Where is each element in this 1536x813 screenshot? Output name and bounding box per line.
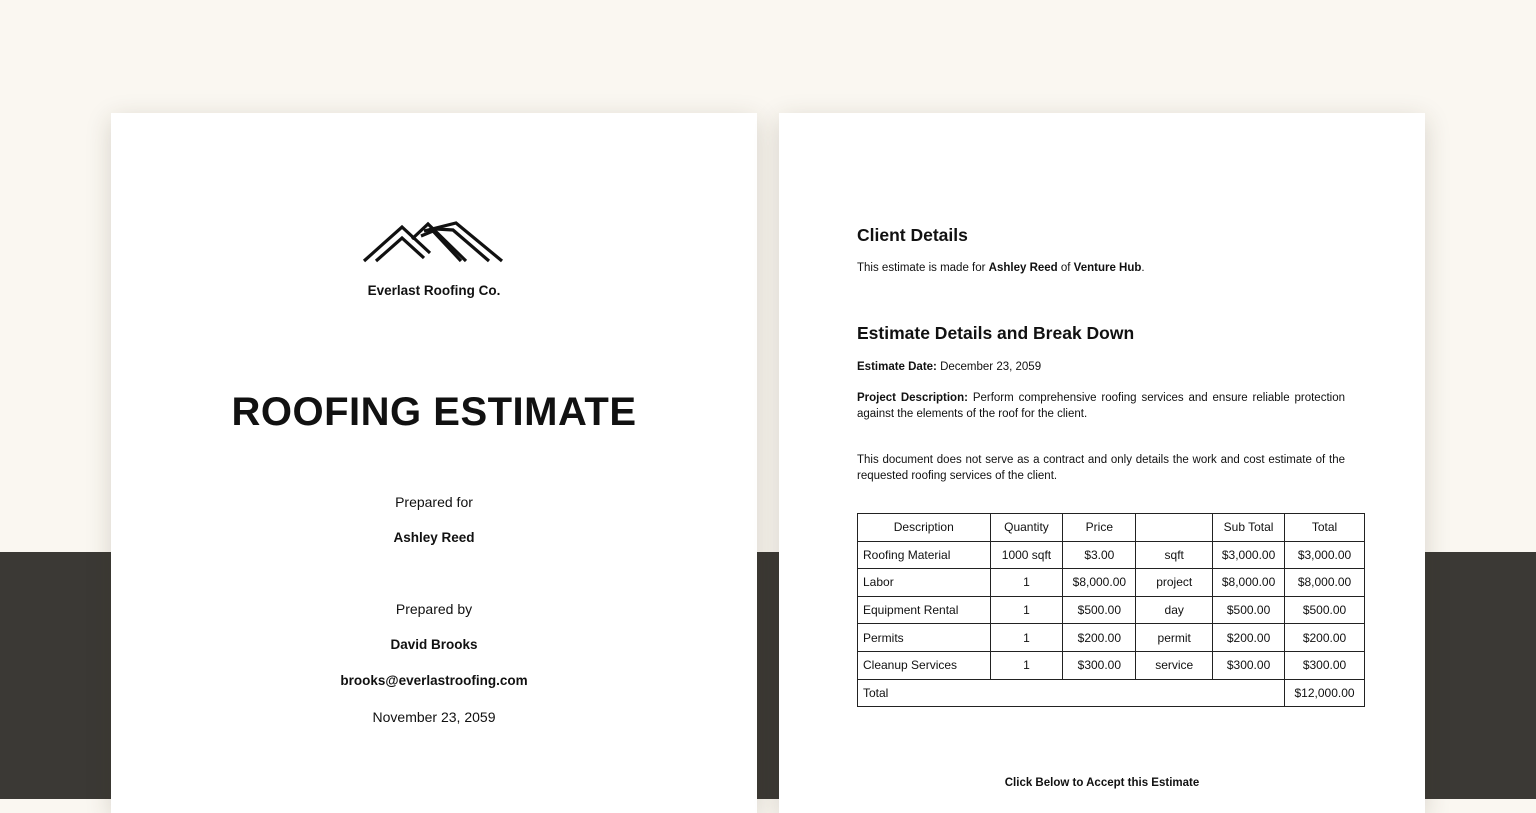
- prepared-by-label: Prepared by: [395, 601, 473, 617]
- cell-subtotal: $200.00: [1213, 624, 1285, 652]
- table-total-row: [858, 679, 1365, 707]
- cell-total: $3,000.00: [1285, 541, 1365, 569]
- mountain-roof-logo-icon: [361, 219, 507, 265]
- estimate-date: [857, 359, 1345, 375]
- project-description: [857, 390, 1345, 422]
- cell-total: $8,000.00: [1285, 569, 1365, 597]
- total-value: $12,000.00: [1285, 679, 1365, 707]
- cell-description: Equipment Rental: [858, 596, 991, 624]
- header-price: Price: [1063, 514, 1136, 542]
- client-details-heading: Client Details: [857, 225, 968, 245]
- cell-price: $200.00: [1063, 624, 1136, 652]
- cell-total: $500.00: [1285, 596, 1365, 624]
- cell-description: Cleanup Services: [858, 651, 991, 679]
- cell-price: $300.00: [1063, 651, 1136, 679]
- cell-subtotal: $500.00: [1213, 596, 1285, 624]
- cell-unit: day: [1136, 596, 1213, 624]
- cell-price: $8,000.00: [1063, 569, 1136, 597]
- table-row: [858, 596, 1365, 624]
- estimate-date-value: December 23, 2059: [936, 361, 1042, 373]
- client-text-end: .: [1141, 262, 1145, 274]
- prepared-by-name: David Brooks: [390, 637, 478, 652]
- cell-quantity: 1: [990, 596, 1063, 624]
- cell-price: $500.00: [1063, 596, 1136, 624]
- cell-total: $300.00: [1285, 651, 1365, 679]
- client-name: Ashley Reed: [988, 262, 1058, 274]
- prepared-for-label: Prepared for: [395, 494, 473, 510]
- client-company: Venture Hub: [1073, 262, 1142, 274]
- header-quantity: Quantity: [990, 514, 1063, 542]
- breakdown-heading: Estimate Details and Break Down: [857, 323, 1135, 343]
- cover-date: November 23, 2059: [372, 709, 496, 725]
- cell-description: Roofing Material: [858, 541, 991, 569]
- header-subtotal: Sub Total: [1213, 514, 1285, 542]
- project-description-value: Perform comprehensive roofing services and ensure reliable protection against the elements of the roof for the client.: [857, 392, 1345, 420]
- accept-estimate-prompt[interactable]: Click Below to Accept this Estimate: [1004, 777, 1200, 789]
- cell-subtotal: $8,000.00: [1213, 569, 1285, 597]
- table-header-row: [858, 514, 1365, 542]
- client-text-intro: This estimate is made for: [857, 262, 989, 274]
- cell-unit: service: [1136, 651, 1213, 679]
- cell-total: $200.00: [1285, 624, 1365, 652]
- details-page: [779, 113, 1425, 813]
- cell-price: $3.00: [1063, 541, 1136, 569]
- cell-unit: sqft: [1136, 541, 1213, 569]
- table-row: [858, 569, 1365, 597]
- cell-quantity: 1: [990, 569, 1063, 597]
- project-description-label: Project Description:: [857, 392, 968, 404]
- contact-email[interactable]: brooks@everlastroofing.com: [340, 673, 528, 688]
- header-description: Description: [858, 514, 991, 542]
- cell-description: Labor: [858, 569, 991, 597]
- cell-quantity: 1: [990, 651, 1063, 679]
- cell-unit: permit: [1136, 624, 1213, 652]
- cell-quantity: 1: [990, 624, 1063, 652]
- cell-description: Permits: [858, 624, 991, 652]
- table-row: [858, 651, 1365, 679]
- cell-subtotal: $3,000.00: [1213, 541, 1285, 569]
- header-total: Total: [1285, 514, 1365, 542]
- prepared-for-name: Ashley Reed: [393, 530, 475, 545]
- total-label: Total: [858, 679, 1285, 707]
- cover-page: [111, 113, 757, 813]
- estimate-date-label: Estimate Date:: [857, 361, 937, 373]
- header-unit: [1136, 514, 1213, 542]
- company-name: Everlast Roofing Co.: [367, 283, 501, 298]
- cell-subtotal: $300.00: [1213, 651, 1285, 679]
- estimate-table: [857, 513, 1365, 707]
- cell-quantity: 1000 sqft: [990, 541, 1063, 569]
- cell-unit: project: [1136, 569, 1213, 597]
- table-row: [858, 541, 1365, 569]
- table-row: [858, 624, 1365, 652]
- disclaimer-text: This document does not serve as a contract and only details the work and cost estimate of the requested roofing services of the client.: [857, 454, 1345, 482]
- client-text-of: of: [1057, 262, 1074, 274]
- client-details-text: [857, 260, 1345, 276]
- document-title: ROOFING ESTIMATE: [231, 390, 637, 434]
